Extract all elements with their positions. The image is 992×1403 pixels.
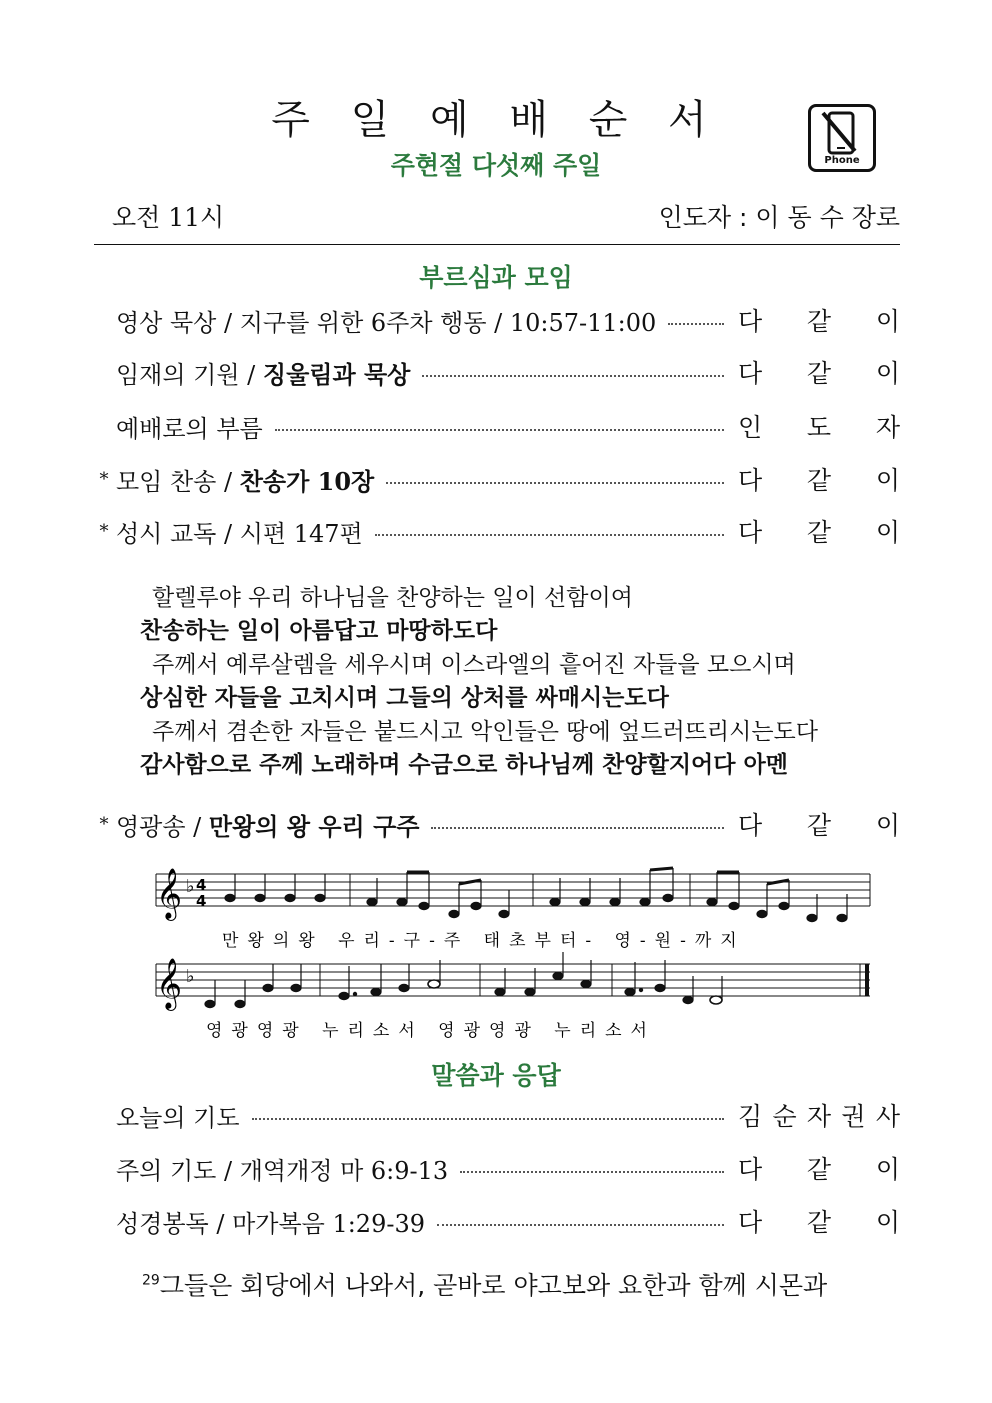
leader-dots: [275, 429, 724, 431]
order-item: 성경봉독 / 마가복음 1:29-39: [116, 1209, 425, 1238]
order-who: 다 같 이: [738, 811, 900, 840]
order-who: 다 같 이: [738, 1208, 900, 1237]
order-item: 임재의 기원 / 징울림과 묵상: [116, 360, 411, 389]
phone-label: Phone: [824, 155, 860, 166]
psalm-line-leader: 할렐루야 우리 하나님을 찬양하는 일이 선함이여: [152, 585, 633, 611]
order-star: *: [99, 468, 109, 490]
order-row: [92, 461, 900, 497]
order-who: 다 같 이: [738, 518, 900, 547]
music-score: [150, 860, 880, 1040]
order-row: [92, 408, 900, 444]
order-row: [92, 513, 900, 549]
order-row: [92, 302, 900, 338]
leader-dots: [422, 375, 724, 377]
order-who: 다 같 이: [738, 466, 900, 495]
scripture-verse: [142, 1266, 827, 1302]
order-item: 영상 묵상 / 지구를 위한 6주차 행동 / 10:57-11:00: [116, 308, 657, 337]
order-row-gloria: [92, 806, 900, 842]
order-item: 영광송 / 만왕의 왕 우리 구주: [116, 811, 420, 841]
header-divider: [94, 244, 900, 245]
verse-text: 그들은 회당에서 나와서, 곧바로 야고보와 요한과 함께 시몬과: [159, 1271, 828, 1300]
order-item: 성시 교독 / 시편 147편: [116, 519, 363, 548]
order-item: 모임 찬송 / 찬송가 10장: [116, 466, 375, 496]
order-row: [92, 1203, 900, 1239]
leader-dots: [386, 482, 724, 484]
order-row: [92, 354, 900, 390]
leader-dots: [252, 1118, 724, 1120]
psalm-line-response: 찬송하는 일이 아름답고 마땅하도다: [140, 618, 498, 644]
order-row: [92, 1097, 900, 1133]
leader-dots: [431, 827, 724, 829]
page-title: 주 일 예 배 순 서: [271, 97, 721, 143]
order-item: 예배로의 부름: [116, 414, 263, 443]
order-who: 김 순 자 권 사: [738, 1102, 900, 1131]
order-who: 다 같 이: [738, 359, 900, 388]
order-item: 오늘의 기도: [116, 1103, 240, 1132]
page-subtitle: 주현절 다섯째 주일: [390, 151, 602, 180]
leader-dots: [668, 323, 724, 325]
order-who: 다 같 이: [738, 1155, 900, 1184]
order-who: 인 도 자: [738, 413, 900, 442]
leader-label: 인도자 :: [658, 203, 748, 232]
no-phone-icon: [808, 104, 876, 172]
order-star: *: [99, 520, 109, 542]
psalm-line-response: 상심한 자들을 고치시며 그들의 상처를 싸매시는도다: [140, 685, 669, 711]
time-signature-top: 4: [196, 876, 207, 894]
score-lyrics-line1: 만왕의왕 우리-구-주 태초부터- 영-원-까지: [222, 931, 746, 951]
score-lyrics-line2: 영광영광 누리소서 영광영광 누리소서: [206, 1021, 656, 1040]
leader-dots: [460, 1171, 724, 1173]
psalm-line-leader: 주께서 겸손한 자들은 붙드시고 악인들은 땅에 엎드러뜨리시는도다: [152, 719, 818, 745]
staff-line-2: [156, 964, 870, 996]
notes-line-1: [225, 868, 847, 922]
section-word: 말씀과 응답: [431, 1061, 561, 1090]
section-gathering: 부르심과 모임: [419, 263, 573, 292]
service-time: 오전 11시: [112, 203, 225, 232]
psalm-line-leader: 주께서 예루살렘을 세우시며 이스라엘의 흩어진 자들을 모으시며: [152, 652, 796, 678]
leader-name: 이 동 수 장로: [755, 203, 900, 232]
psalm-line-response: 감사함으로 주께 노래하며 수금으로 하나님께 찬양할지어다 아멘: [140, 752, 788, 778]
order-who: 다 같 이: [738, 307, 900, 336]
leader-info: [659, 198, 900, 234]
treble-clef-icon: 𝄞: [156, 958, 183, 1009]
flat-icon: ♭: [186, 876, 195, 897]
order-row: [92, 1150, 900, 1186]
flat-icon: ♭: [186, 966, 195, 987]
treble-clef-icon: 𝄞: [156, 868, 183, 919]
leader-dots: [437, 1224, 724, 1226]
leader-dots: [375, 534, 724, 536]
time-signature-bottom: 4: [196, 892, 207, 910]
order-item: 주의 기도 / 개역개정 마 6:9-13: [116, 1156, 449, 1185]
verse-number: 29: [142, 1272, 160, 1289]
order-star: *: [99, 813, 109, 835]
